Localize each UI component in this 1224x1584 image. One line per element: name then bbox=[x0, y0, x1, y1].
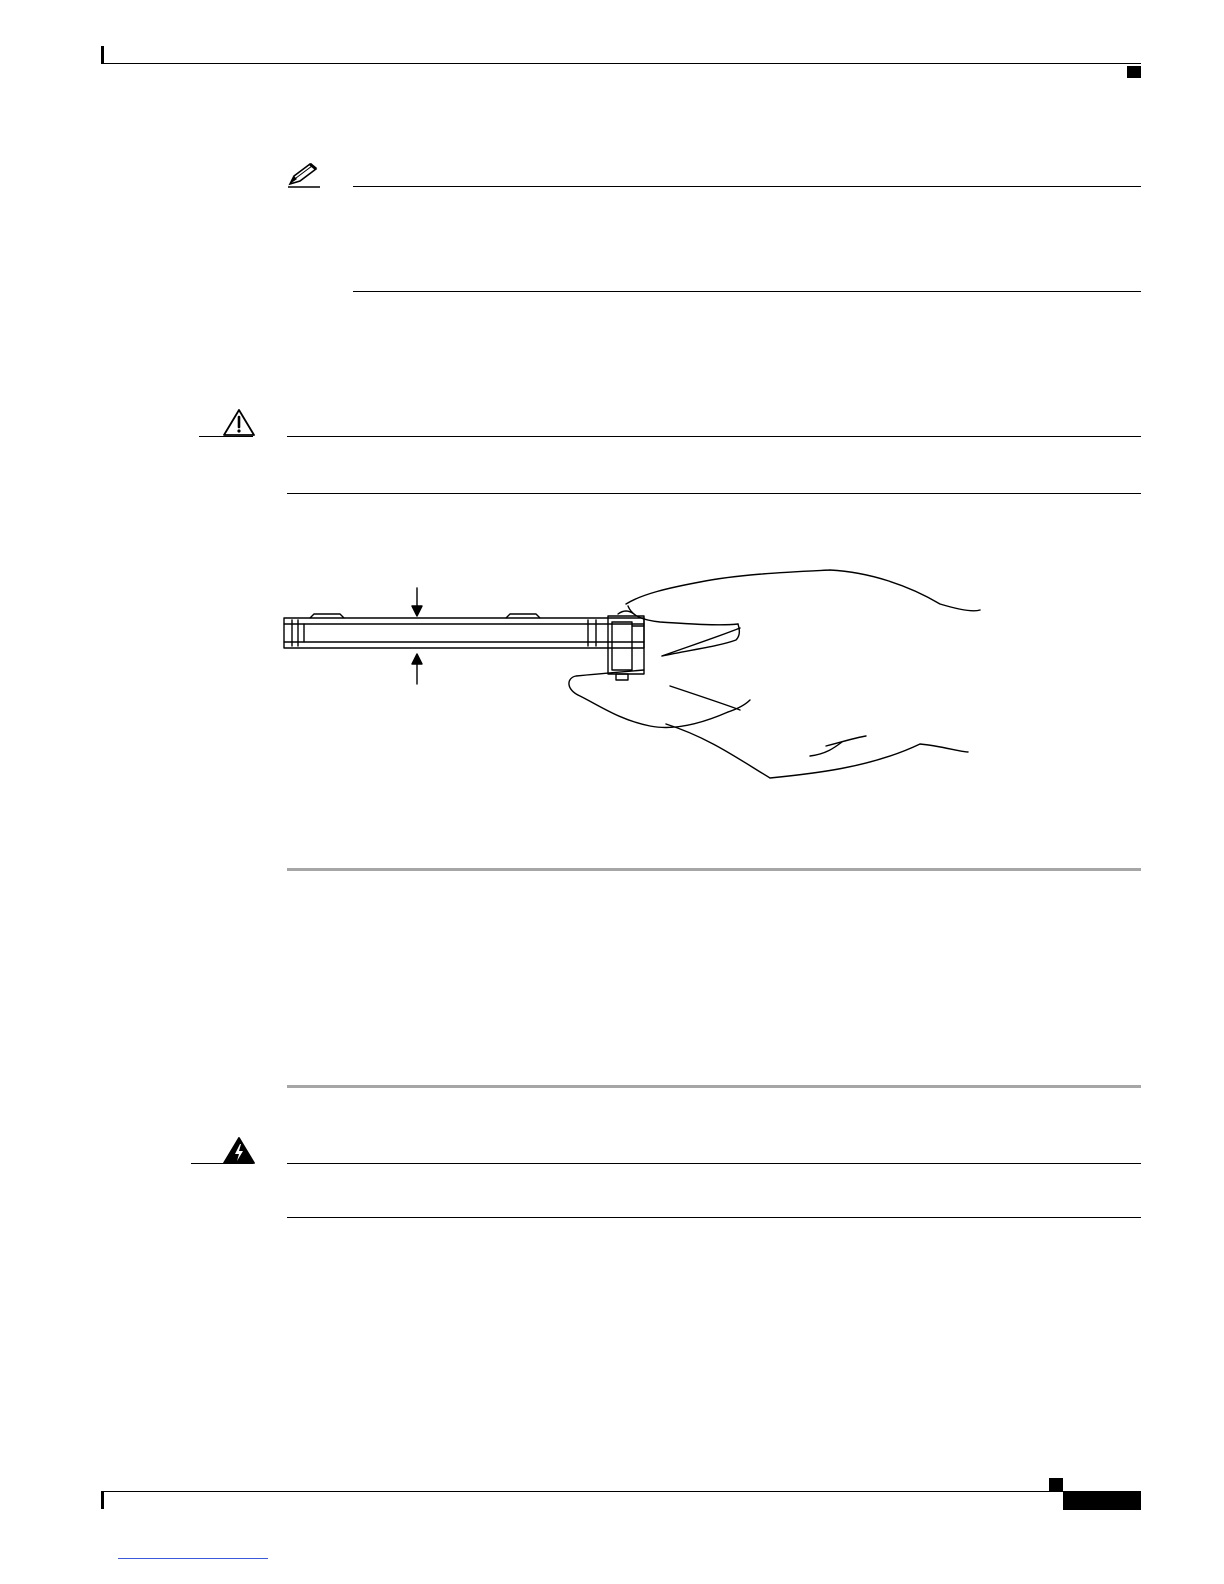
header-marker-square bbox=[1127, 66, 1141, 78]
header-left-tick bbox=[101, 46, 104, 64]
note-top-rule bbox=[353, 186, 1141, 187]
procedure-top-rule bbox=[287, 868, 1141, 871]
arrow-top-head bbox=[412, 606, 422, 616]
warning-lightning-icon bbox=[222, 1136, 256, 1166]
card-body bbox=[284, 618, 644, 648]
caution-triangle-icon bbox=[222, 408, 256, 438]
arrow-bottom-head bbox=[412, 654, 422, 664]
footer-page-number bbox=[1063, 1493, 1069, 1507]
figure-illustration bbox=[270, 550, 990, 790]
procedure-bottom-rule bbox=[287, 1085, 1141, 1088]
figure-card-in-hand bbox=[270, 550, 990, 790]
note-bottom-rule bbox=[353, 291, 1141, 292]
header-rule bbox=[101, 63, 1141, 64]
hand-palm-bottom bbox=[666, 724, 968, 778]
footer-left-tick bbox=[101, 1491, 104, 1509]
card-ejector bbox=[612, 622, 632, 670]
caution-bottom-rule bbox=[287, 493, 1141, 494]
hand-thumb-top bbox=[626, 570, 980, 611]
note-pencil-icon bbox=[286, 160, 322, 188]
footer-rule bbox=[101, 1491, 1063, 1492]
warning-label-underline bbox=[191, 1163, 253, 1164]
card-faceplate bbox=[608, 616, 644, 674]
footer-page-number-tab bbox=[1063, 1491, 1141, 1510]
hand-knuckle-line-1 bbox=[810, 742, 842, 756]
hand-index-finger bbox=[569, 670, 728, 727]
footer-link-underline[interactable] bbox=[118, 1558, 268, 1559]
warning-bottom-rule bbox=[287, 1217, 1141, 1218]
hand-knuckle-line-2 bbox=[826, 736, 866, 746]
warning-top-rule bbox=[287, 1163, 1141, 1164]
caution-label-underline bbox=[199, 436, 253, 437]
footer-marker-square bbox=[1049, 1478, 1063, 1491]
caution-top-rule bbox=[287, 436, 1141, 437]
